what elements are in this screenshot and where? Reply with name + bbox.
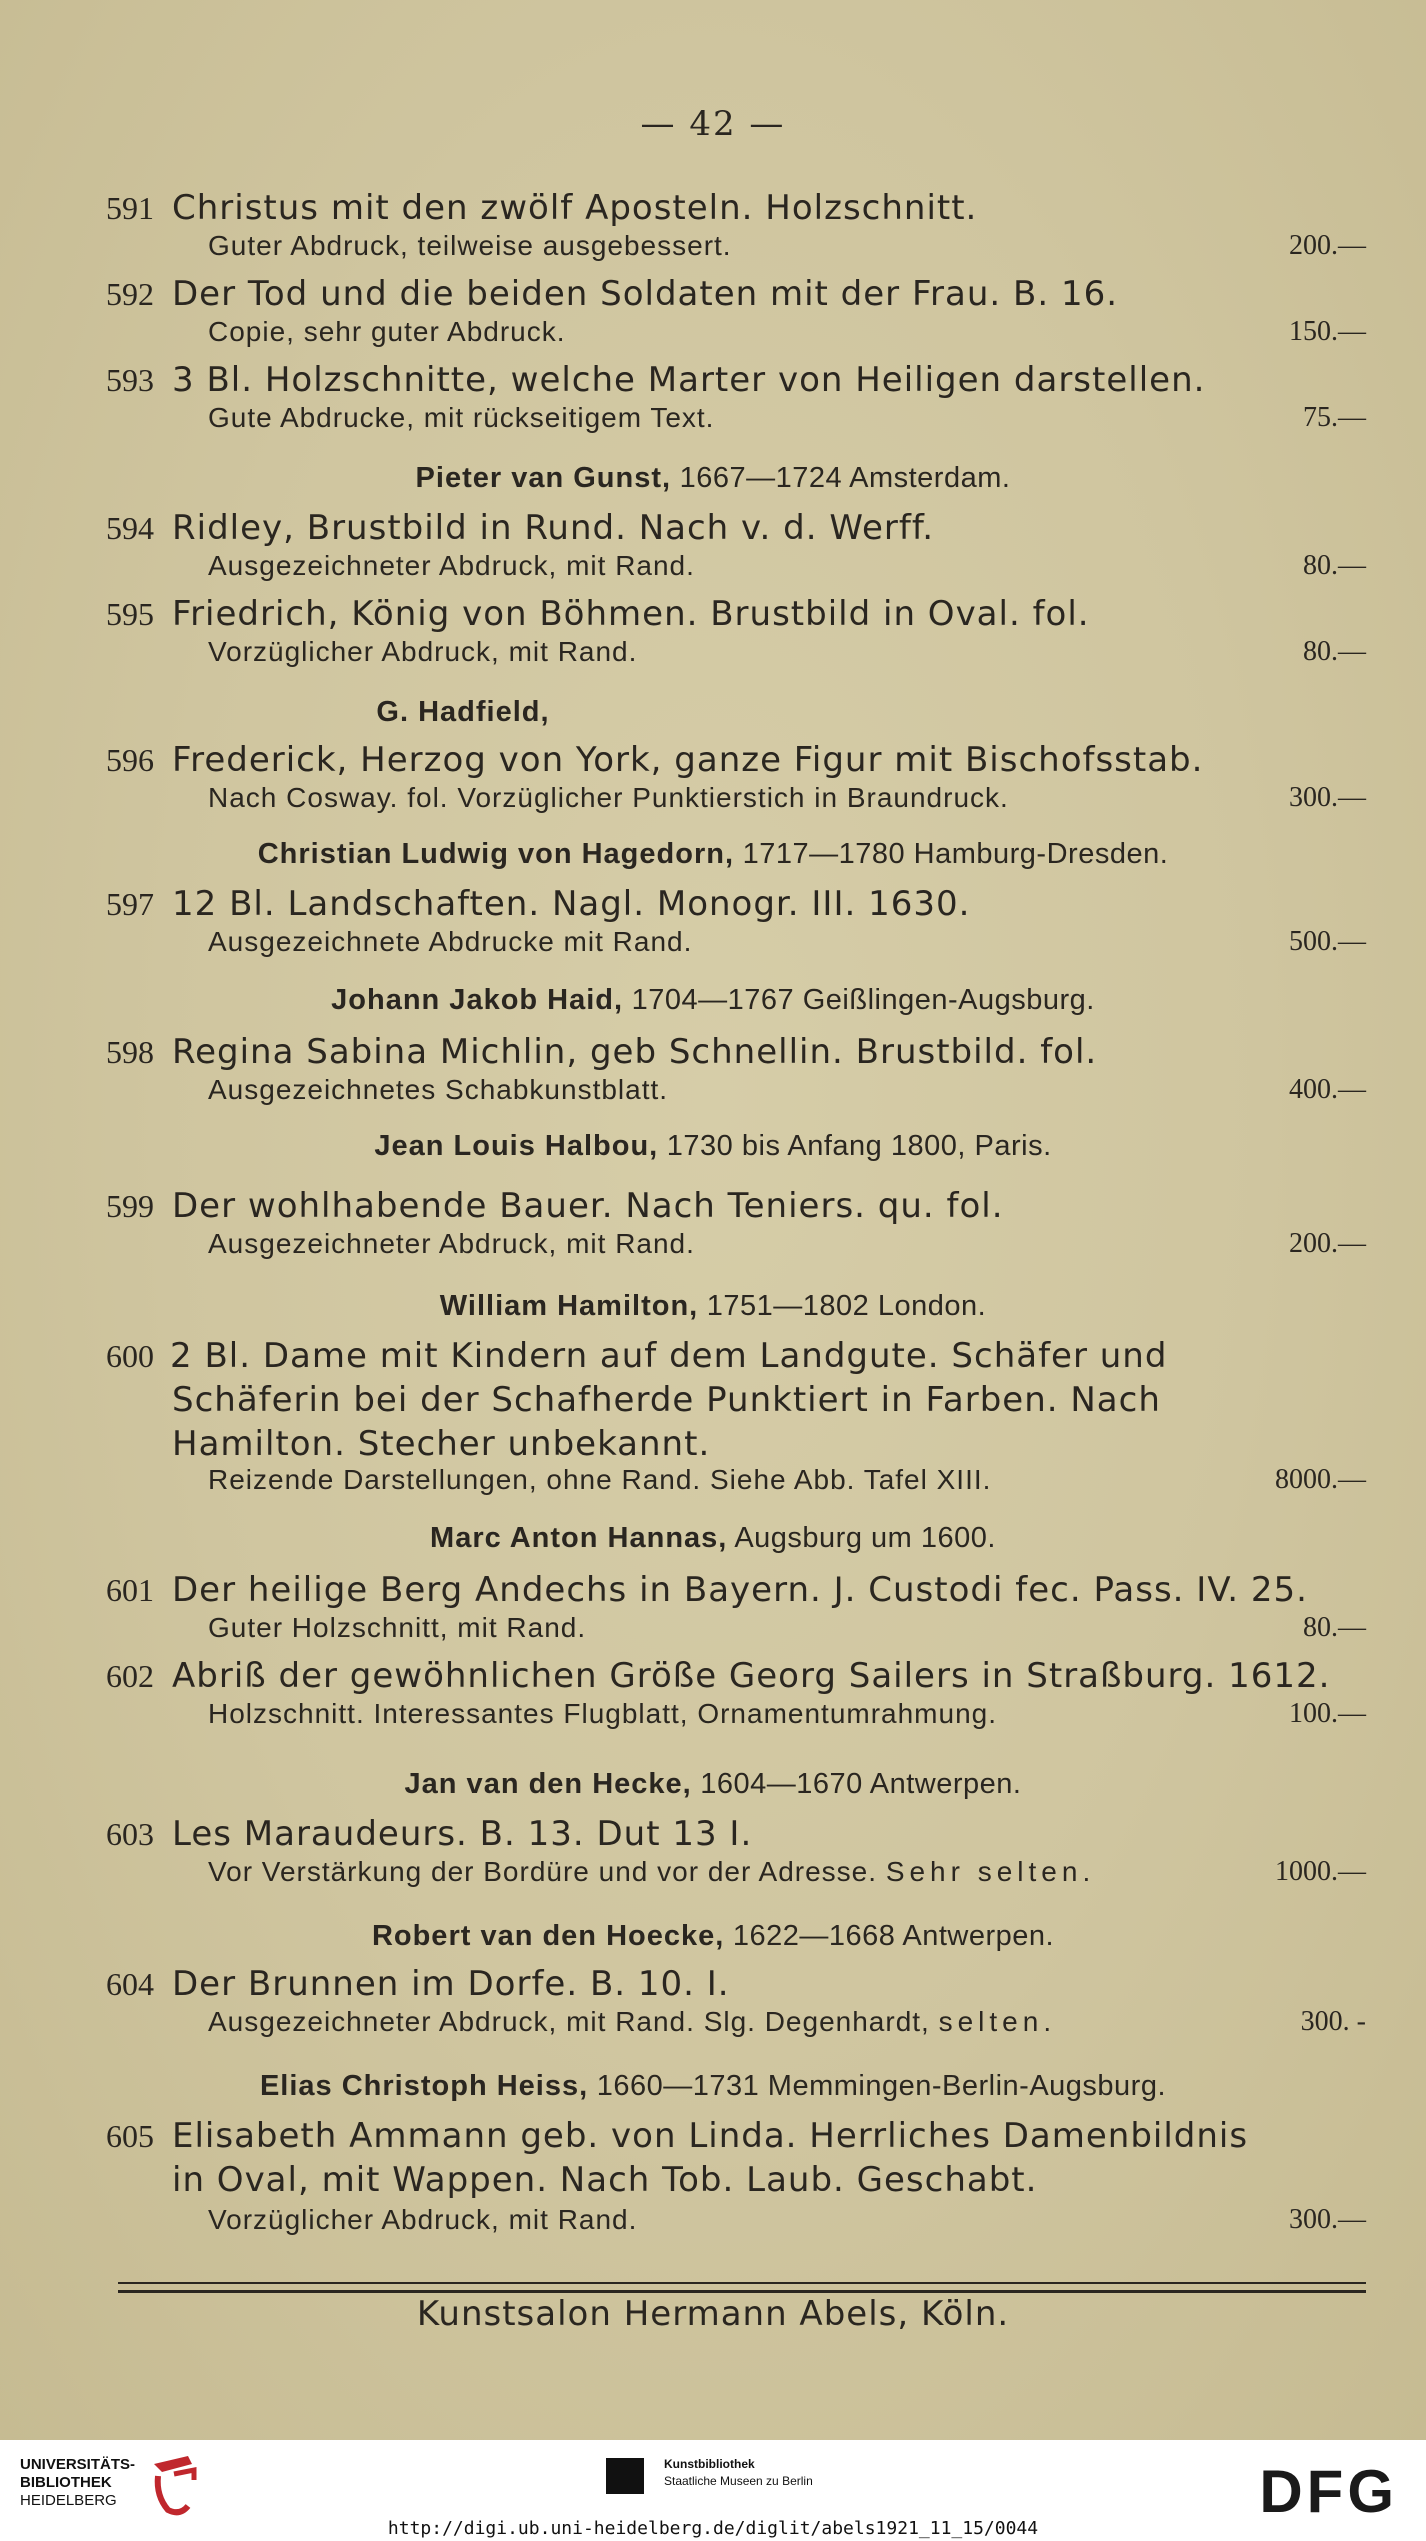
footer-rule: [118, 2282, 1366, 2284]
lot-price: 200.—: [1289, 230, 1366, 261]
lot-price: 80.—: [1303, 636, 1366, 667]
lot-title: Abriß der gewöhnlichen Größe Georg Sailers in Straßburg. 1612.: [172, 1656, 1331, 1696]
lot-title: Les Maraudeurs. B. 13. Dut 13 I.: [172, 1814, 753, 1854]
lot-number: 596: [106, 742, 154, 778]
artist-info: 1751—1802 London.: [706, 1290, 987, 1322]
lot-price: 1000.—: [1275, 1856, 1366, 1887]
lot-rarity-note: Sehr selten.: [885, 1856, 1096, 1887]
lot-rarity-note: selten.: [938, 2006, 1057, 2037]
artist-name: Marc Anton Hannas,: [430, 1522, 728, 1554]
page-number: — 42 —: [640, 104, 786, 144]
lot-title: Frederick, Herzog von York, ganze Figur mit Bischofsstab.: [172, 740, 1204, 780]
lot-number: 591: [106, 190, 154, 226]
artist-name: Johann Jakob Haid,: [331, 984, 624, 1016]
artist-info: 1622—1668 Antwerpen.: [732, 1920, 1055, 1952]
lot-number: 605: [106, 2118, 154, 2154]
artist-heading: [0, 1916, 1426, 1956]
lot-title: Ridley, Brustbild in Rund. Nach v. d. Werff.: [172, 508, 935, 548]
lot-description: Ausgezeichnete Abdrucke mit Rand.: [208, 926, 693, 957]
lot-title: 3 Bl. Holzschnitte, welche Marter von Heiligen darstellen.: [172, 360, 1206, 400]
ub-line: UNIVERSITÄTS-: [20, 2456, 136, 2473]
publisher-footer: Kunstsalon Hermann Abels, Köln.: [416, 2294, 1010, 2334]
artist-name: Elias Christoph Heiss,: [259, 2070, 589, 2102]
artist-info: 1730 bis Anfang 1800, Paris.: [666, 1130, 1052, 1162]
ub-line: BIBLIOTHEK: [20, 2474, 112, 2491]
lot-title: Regina Sabina Michlin, geb Schnellin. Brustbild. fol.: [172, 1032, 1098, 1072]
kb-line: Kunstbibliothek: [664, 2457, 755, 2471]
artist-name: Robert van den Hoecke,: [371, 1920, 725, 1952]
lot-price: 80.—: [1303, 1612, 1366, 1643]
lot-number: 595: [106, 596, 154, 632]
lot-title: Der wohlhabende Bauer. Nach Teniers. qu. fol.: [172, 1186, 1004, 1226]
permalink-url[interactable]: http://digi.ub.uni-heidelberg.de/diglit/abels1921_11_15/0044: [387, 2518, 1039, 2539]
kb-line: Staatliche Museen zu Berlin: [664, 2474, 813, 2488]
lot-price: 75.—: [1303, 402, 1366, 433]
lot-number: 602: [106, 1658, 154, 1694]
artist-info: Augsburg um 1600.: [734, 1522, 996, 1554]
artist-info: 1667—1724 Amsterdam.: [679, 462, 1011, 494]
lot-description: Guter Holzschnitt, mit Rand.: [208, 1612, 587, 1643]
lot-price: 500.—: [1289, 926, 1366, 957]
artist-name: William Hamilton,: [439, 1290, 699, 1322]
artist-heading: [0, 1518, 1426, 1558]
lot-title: Elisabeth Ammann geb. von Linda. Herrliches Damenbildnis in Oval, mit Wappen. Nach Tob. Laub. Geschabt.: [172, 2116, 1249, 2200]
artist-name: Jan van den Hecke,: [404, 1768, 692, 1800]
lot-price: 300.—: [1289, 2204, 1366, 2235]
lot-number: 597: [106, 886, 154, 922]
ub-heidelberg-logo-icon: [148, 2450, 202, 2520]
kunstbibliothek-label: [664, 2456, 813, 2490]
lot-price: 8000.—: [1275, 1464, 1366, 1495]
digitization-bar: [0, 2440, 1426, 2541]
lot-title: Friedrich, König von Böhmen. Brustbild in Oval. fol.: [172, 594, 1090, 634]
lot-title: 2 Bl. Dame mit Kindern auf dem Landgute. Schäfer und Schäferin bei der Schafherde Punktiert in Farben. Nach Hamilton. Stecher unbekannt.: [170, 1336, 1168, 1464]
artist-heading: [0, 1286, 1426, 1326]
lot-description: Guter Abdruck, teilweise ausgebessert.: [208, 230, 732, 261]
artist-heading: [0, 458, 1426, 498]
lot-description-text: Ausgezeichneter Abdruck, mit Rand. Slg. Degenhardt,: [208, 2006, 930, 2037]
artist-info: 1704—1767 Geißlingen-Augsburg.: [631, 984, 1095, 1016]
lot-number: 598: [106, 1034, 154, 1070]
lot-price: 200.—: [1289, 1228, 1366, 1259]
artist-name: Pieter van Gunst,: [415, 462, 672, 494]
lot-price: 300. -: [1300, 2006, 1366, 2037]
lot-description-text: Vor Verstärkung der Bordüre und vor der Adresse.: [208, 1856, 878, 1887]
artist-name: Jean Louis Halbou,: [374, 1130, 659, 1162]
dfg-logo: DFG: [1259, 2458, 1398, 2525]
lot-description: Nach Cosway. fol. Vorzüglicher Punktierstich in Braundruck.: [208, 782, 1009, 813]
lot-title: Christus mit den zwölf Aposteln. Holzschnitt.: [172, 188, 978, 228]
lot-price: 400.—: [1289, 1074, 1366, 1105]
lot-title: 12 Bl. Landschaften. Nagl. Monogr. III. 1630.: [172, 884, 971, 924]
lot-number: 593: [106, 362, 154, 398]
lot-number: 601: [106, 1572, 154, 1608]
kunstbibliothek-logo-icon: [606, 2458, 644, 2494]
lot-description: Ausgezeichnetes Schabkunstblatt.: [208, 1074, 669, 1105]
artist-heading: [0, 2066, 1426, 2106]
lot-number: 599: [106, 1188, 154, 1224]
lot-number: 600: [106, 1338, 154, 1374]
ub-line: HEIDELBERG: [20, 2492, 117, 2509]
artist-heading: [0, 1126, 1426, 1166]
lot-price: 80.—: [1303, 550, 1366, 581]
lot-title: Der Brunnen im Dorfe. B. 10. I.: [172, 1964, 730, 2004]
artist-info: 1660—1731 Memmingen-Berlin-Augsburg.: [596, 2070, 1167, 2102]
ub-heidelberg-label: [20, 2456, 135, 2510]
lot-price: 150.—: [1289, 316, 1366, 347]
lot-title: Der Tod und die beiden Soldaten mit der Frau. B. 16.: [172, 274, 1119, 314]
lot-description: Gute Abdrucke, mit rückseitigem Text.: [208, 402, 715, 433]
lot-price: 300.—: [1289, 782, 1366, 813]
artist-info: 1604—1670 Antwerpen.: [700, 1768, 1022, 1800]
lot-description: Ausgezeichneter Abdruck, mit Rand.: [208, 550, 695, 581]
lot-number: 592: [106, 276, 154, 312]
lot-title: Der heilige Berg Andechs in Bayern. J. Custodi fec. Pass. IV. 25.: [172, 1570, 1308, 1610]
lot-description: Holzschnitt. Interessantes Flugblatt, Ornamentumrahmung.: [208, 1698, 998, 1729]
lot-description: Vorzüglicher Abdruck, mit Rand.: [208, 2204, 638, 2235]
artist-heading: [0, 692, 1176, 732]
artist-name: G. Hadfield,: [376, 696, 550, 728]
lot-number: 603: [106, 1816, 154, 1852]
lot-description: [208, 2002, 1056, 2042]
lot-price: 100.—: [1289, 1698, 1366, 1729]
artist-heading: [0, 1764, 1426, 1804]
lot-description: Copie, sehr guter Abdruck.: [208, 316, 566, 347]
lot-number: 594: [106, 510, 154, 546]
lot-description: Vorzüglicher Abdruck, mit Rand.: [208, 636, 638, 667]
lot-number: 604: [106, 1966, 154, 2002]
lot-description: Ausgezeichneter Abdruck, mit Rand.: [208, 1228, 695, 1259]
lot-description: Reizende Darstellungen, ohne Rand. Siehe Abb. Tafel XIII.: [208, 1464, 992, 1495]
lot-description: [208, 1852, 1095, 1892]
artist-heading: [0, 980, 1426, 1020]
artist-info: 1717—1780 Hamburg-Dresden.: [742, 838, 1169, 870]
artist-heading: [0, 834, 1426, 874]
artist-name: Christian Ludwig von Hagedorn,: [257, 838, 735, 870]
